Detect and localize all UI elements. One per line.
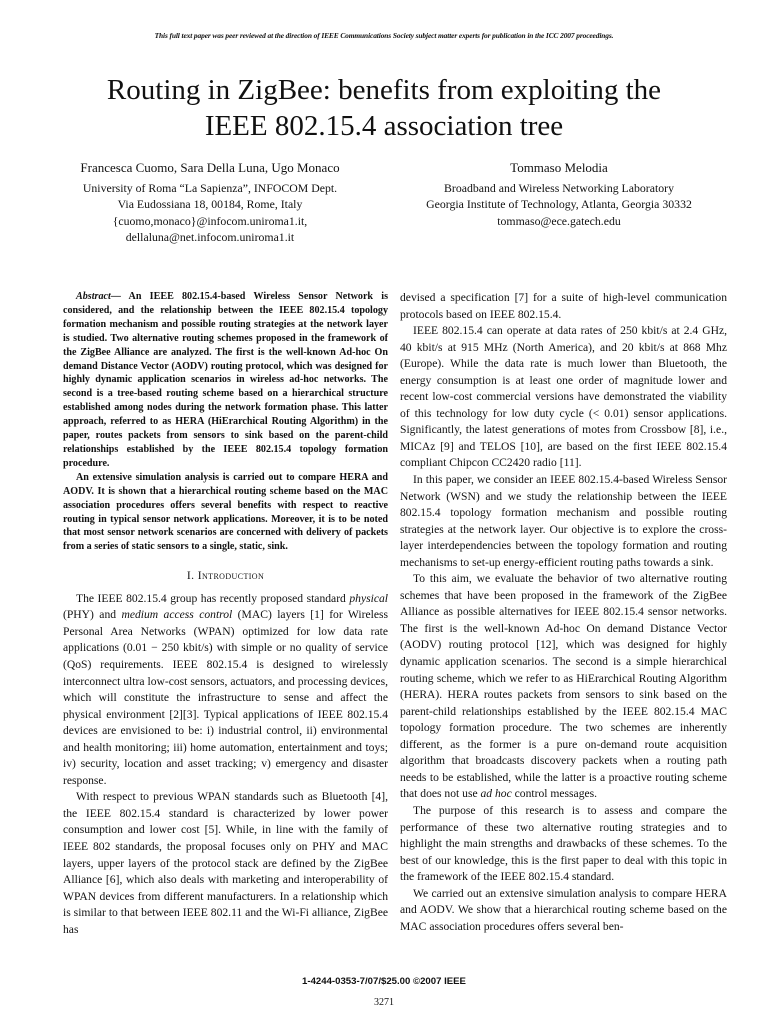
abstract-dash: — [110,291,121,302]
abstract [63,290,388,554]
section-heading-introduction [63,568,388,585]
abstract-lead: Abstract [76,291,111,302]
left-column [63,290,388,938]
author-block-right [400,160,718,229]
copyright-footer: 1-4244-0353-7/07/$25.00 ©2007 IEEE [302,976,466,987]
page-number: 3271 [374,997,394,1008]
right-paragraph-0: devised a specification [7] for a suite of high-level communication protocols based on IEEE 802.15.4. [400,291,727,321]
right-paragraph-5: We carried out an extensive simulation analysis to compare HERA and AODV. We show that a hierarchical routing scheme based on the MAC association procedures offers several ben- [400,886,727,933]
title-line-1: Routing in ZigBee: benefits from exploiting the [106,74,662,106]
section-title: Introduction [197,569,265,583]
section-number: I. [186,569,195,583]
email-left-line-2: dellaluna@net.infocom.uniroma1.it [125,230,295,245]
paper-title [40,72,728,144]
right-p3-text-a: To this aim, we evaluate the behavior of two alternative routing schemes that have been proposed in the framework of the ZigBee Alliance as possible alternatives for IEEE 802.15.4 sensor networks. The first is the well-known Ad-hoc On demand Distance Vector (AODV) routing protocol [12], which was designed for highly dynamic application scenarios. The second is a simple hierarchical routing scheme, which we refer to as HiErarchical Routing Algorithm (HERA). HERA routes packets from sensors to sink based on the parent-child relationships established by the IEEE 802.15.4 MAC topology formation procedure. The two schemes are inherently different, as the former is a pure on-demand route acquisition algorithm that broadcasts discovery packets when a routing path needs to be established, while the latter is a proactive routing scheme that does not use [400,572,727,801]
abstract-paragraph-1 [63,290,388,471]
right-column [400,290,727,935]
header-note: This full text paper was peer reviewed at the direction of IEEE Communications Society subject matter experts for publication in the ICC 2007 proceedings. [154,31,614,40]
intro-p1-mac: medium access control [121,608,233,622]
right-paragraph-2: In this paper, we consider an IEEE 802.15.4-based Wireless Sensor Network (WSN) and we study the relationship between the IEEE 802.15.4 topology formation mechanism and possible routing strategies at the network layer. Our objective is to explore the cross-layer interdependencies between the topology formation and routing mechanisms to set-up energy-efficient routing paths towards a sink. [400,473,727,569]
intro-p1-text-c: (MAC) layers [1] for Wireless Personal Area Networks (WPAN) optimized for low data rate applications (0.01 − 250 kbit/s) with simple or no quality of service (QoS) requirements. IEEE 802.15.4 is designed to wirelessly interconnect ultra low-cost sensors, actuators, and processing devices, which will constitute the infrastructure to sense and affect the physical environment [2][3]. Typical applications of IEEE 802.15.4 devices are envisioned to be: i) industrial control, ii) environmental and health monitoring; iii) home automation, entertainment and toys; iv) security, location and asset tracking; v) emergency and disaster response. [63,608,388,787]
title-line-2: IEEE 802.15.4 association tree [204,110,564,142]
right-paragraph-1: IEEE 802.15.4 can operate at data rates of 250 kbit/s at 2.4 GHz, 40 kbit/s at 915 MHz (North America), and 20 kbit/s at 868 Mhz (Europe). While the data rate is much lower than Bluetooth, the energy consumption is at least one order of magnitude lower and recent low-cost commercial versions have demonstrated the viability of this technology for low duty cycle (< 0.01) sensor applications. Significantly, the latest generations of motes from Crossbow [8], i.e., MICAz [9] and TELOS [10], are based on the first IEEE 802.15.4 compliant Chipcon CC2420 radio [11]. [400,324,727,470]
intro-p1-text-a: The IEEE 802.15.4 group has recently proposed standard [76,591,350,605]
email-right: tommaso@ece.gatech.edu [497,213,621,228]
affiliation-right-line-2: Georgia Institute of Technology, Atlanta, Georgia 30332 [426,197,692,212]
email-left-line-1: {cuomo,monaco}@infocom.uniroma1.it, [112,213,308,228]
affiliation-right-line-1: Broadband and Wireless Networking Laboratory [444,180,674,195]
abstract-paragraph-2: An extensive simulation analysis is carried out to compare HERA and AODV. It is shown that a hierarchical routing scheme based on the MAC association procedures offers several benefits with respect to reactive routing in typical sensor network applications. Moreover, it is to be noted that most sensor network scenarios are concerned with delivery of packets from a series of static sensors to a single, static, sink. [63,471,388,553]
affiliation-left-line-1: University of Roma “La Sapienza”, INFOCOM Dept. [82,180,338,195]
intro-p1-physical: physical [349,591,388,605]
intro-p1-text-b: (PHY) and [63,608,122,622]
author-names-left: Francesca Cuomo, Sara Della Luna, Ugo Monaco [80,160,340,175]
affiliation-left-line-2: Via Eudossiana 18, 00184, Rome, Italy [117,197,303,212]
author-names-right: Tommaso Melodia [510,160,608,175]
right-p3-adhoc: ad hoc [480,787,512,801]
right-paragraph-4: The purpose of this research is to assess and compare the performance of these two alternative routing strategies and to highlight the main strengths and drawbacks of these schemes. To the best of our knowledge, this is the first paper to deal with this topic in the framework of the IEEE 802.15.4 standard. [400,803,727,884]
right-paragraph-3 [400,571,727,803]
abstract-text-1: An IEEE 802.15.4-based Wireless Sensor Network is considered, and the relationship between the IEEE 802.15.4 topology formation mechanism and possible routing strategies at the network layer is studied. Two alternative routing schemes proposed in the framework of the ZigBee Alliance are analyzed. The first is the well-known Ad-hoc On demand Distance Vector (AODV) routing protocol, which was designed for highly dynamic application scenarios in wireless ad-hoc networks. The second is a tree-based routing scheme based on a hierarchical structure established among nodes during the network formation phase. This latter approach, referred to as HERA (HiErarchical Routing Algorithm) in the paper, routes packets from sensors to sink based on the parent-child relationships established by the IEEE 802.15.4 topology formation procedure. [63,291,388,469]
author-block-left [60,160,360,246]
intro-paragraph-2: With respect to previous WPAN standards such as Bluetooth [4], the IEEE 802.15.4 standard is characterized by lower power consumption and lower cost [5]. While, in line with the family of IEEE 802 standards, the proposal focuses only on PHY and MAC layers, upper layers of the protocol stack are defined by the ZigBee Alliance [6], which also deals with marketing and interoperability of WPAN devices from different manufacturers. In a relationship which is similar to that between IEEE 802.11 and the Wi-Fi alliance, ZigBee has [63,790,388,936]
intro-paragraph-1 [63,591,388,790]
right-p3-text-b: control messages. [511,787,598,801]
